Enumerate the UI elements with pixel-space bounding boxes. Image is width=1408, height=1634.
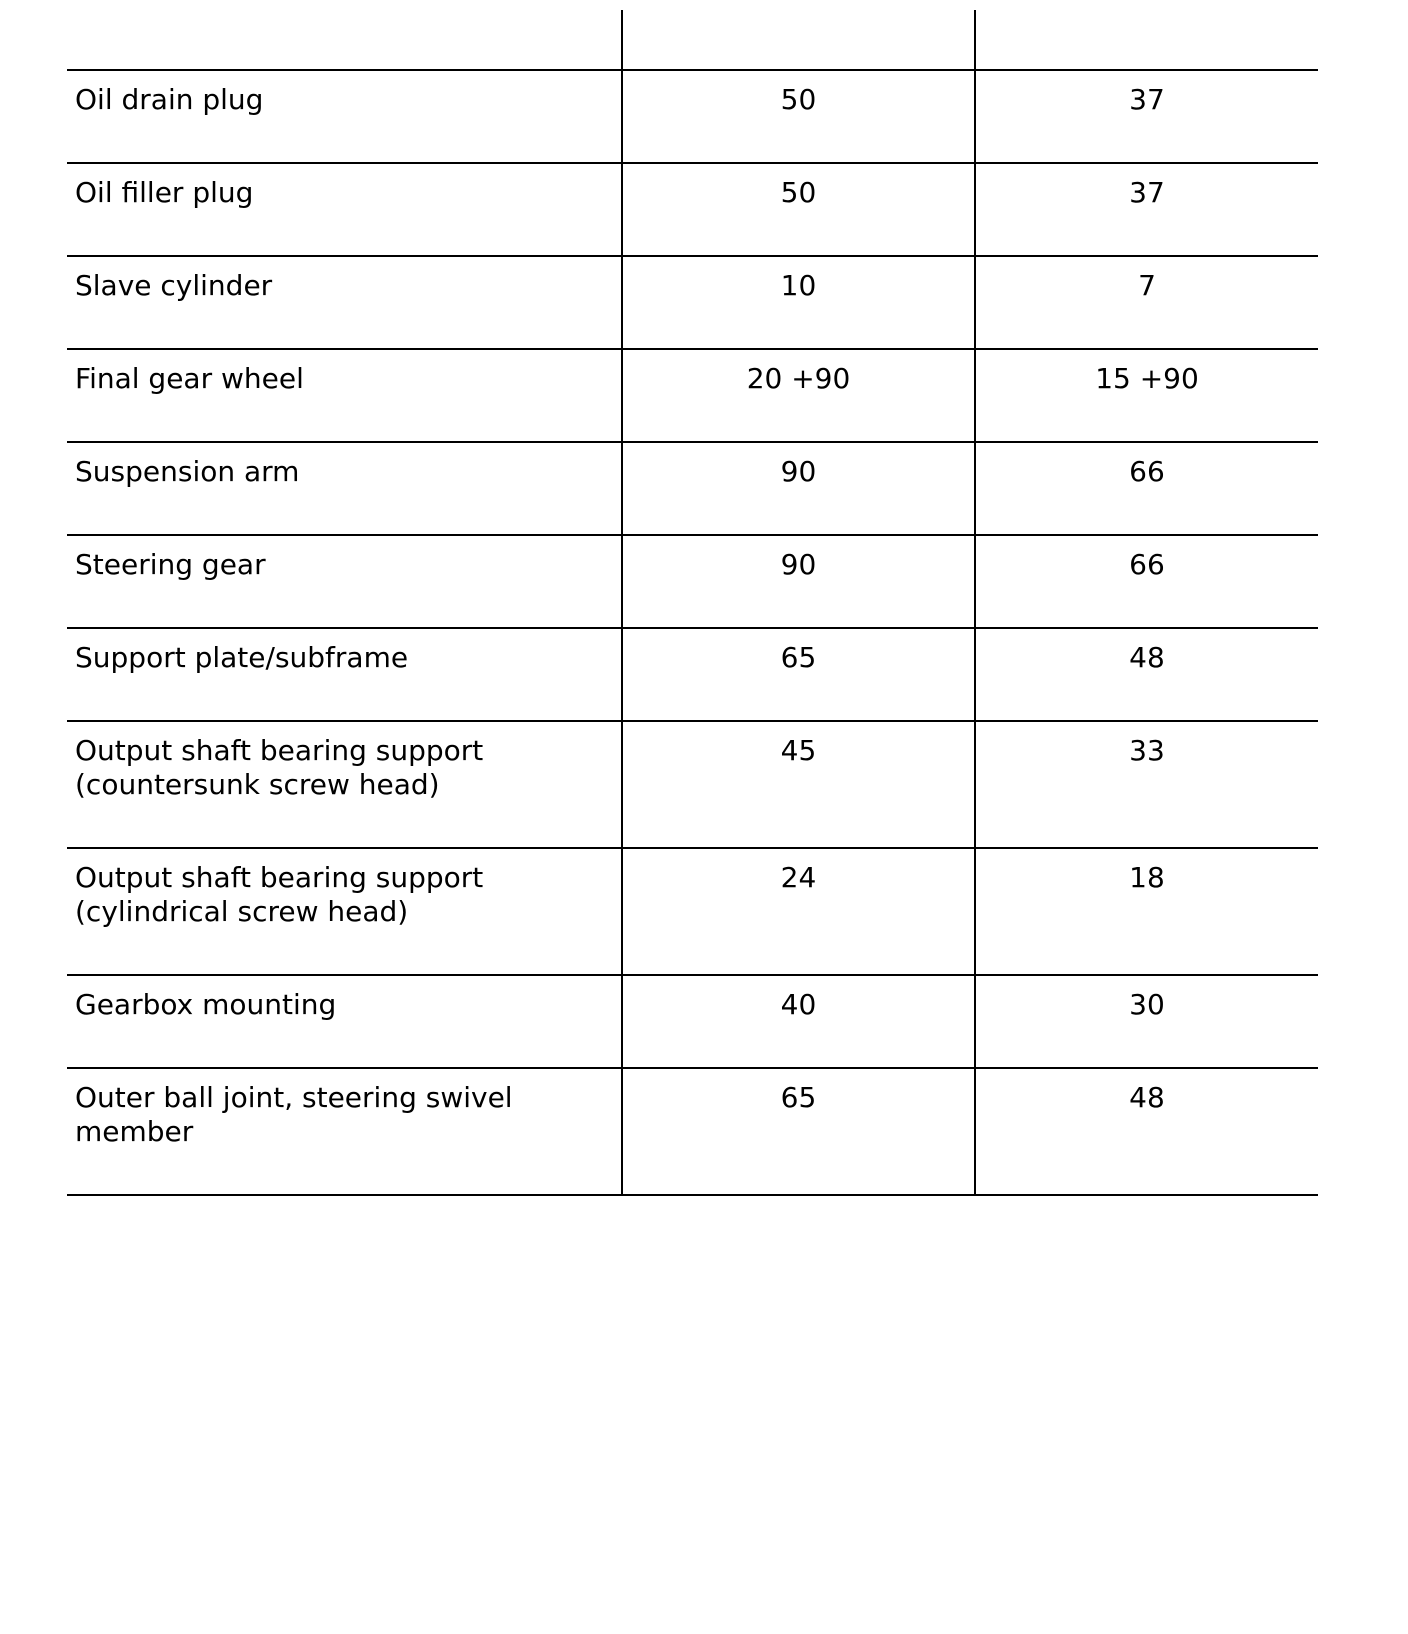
torque-table-container bbox=[67, 10, 1318, 1196]
nm-cell: 65 bbox=[622, 628, 975, 721]
nm-cell: 40 bbox=[622, 975, 975, 1068]
component-cell: Output shaft bearing support (countersunk screw head) bbox=[67, 721, 622, 848]
ftlb-cell: 7 bbox=[975, 256, 1318, 349]
table-row bbox=[67, 848, 1318, 975]
component-cell: Steering gear bbox=[67, 535, 622, 628]
header-cell-nm bbox=[622, 10, 975, 70]
nm-cell: 50 bbox=[622, 163, 975, 256]
component-cell: Suspension arm bbox=[67, 442, 622, 535]
ftlb-cell: 37 bbox=[975, 70, 1318, 163]
table-row bbox=[67, 70, 1318, 163]
nm-cell: 65 bbox=[622, 1068, 975, 1195]
nm-cell: 50 bbox=[622, 70, 975, 163]
component-cell: Gearbox mounting bbox=[67, 975, 622, 1068]
component-cell: Oil filler plug bbox=[67, 163, 622, 256]
table-row bbox=[67, 1068, 1318, 1195]
nm-cell: 90 bbox=[622, 442, 975, 535]
component-cell: Final gear wheel bbox=[67, 349, 622, 442]
component-cell: Slave cylinder bbox=[67, 256, 622, 349]
ftlb-cell: 15 +90 bbox=[975, 349, 1318, 442]
nm-cell: 10 bbox=[622, 256, 975, 349]
ftlb-cell: 48 bbox=[975, 628, 1318, 721]
table-row bbox=[67, 256, 1318, 349]
torque-specification-table bbox=[67, 10, 1318, 1196]
ftlb-cell: 18 bbox=[975, 848, 1318, 975]
component-cell: Support plate/subframe bbox=[67, 628, 622, 721]
table-row bbox=[67, 721, 1318, 848]
table-row bbox=[67, 975, 1318, 1068]
header-cell-ftlb bbox=[975, 10, 1318, 70]
nm-cell: 45 bbox=[622, 721, 975, 848]
table-header-row bbox=[67, 10, 1318, 70]
ftlb-cell: 66 bbox=[975, 442, 1318, 535]
component-cell: Outer ball joint, steering swivel member bbox=[67, 1068, 622, 1195]
ftlb-cell: 30 bbox=[975, 975, 1318, 1068]
ftlb-cell: 66 bbox=[975, 535, 1318, 628]
ftlb-cell: 48 bbox=[975, 1068, 1318, 1195]
table-row bbox=[67, 628, 1318, 721]
component-cell: Oil drain plug bbox=[67, 70, 622, 163]
nm-cell: 24 bbox=[622, 848, 975, 975]
ftlb-cell: 37 bbox=[975, 163, 1318, 256]
table-row bbox=[67, 349, 1318, 442]
table-row bbox=[67, 163, 1318, 256]
component-cell: Output shaft bearing support (cylindrical screw head) bbox=[67, 848, 622, 975]
table-row bbox=[67, 535, 1318, 628]
header-cell-component bbox=[67, 10, 622, 70]
nm-cell: 90 bbox=[622, 535, 975, 628]
ftlb-cell: 33 bbox=[975, 721, 1318, 848]
nm-cell: 20 +90 bbox=[622, 349, 975, 442]
table-row bbox=[67, 442, 1318, 535]
